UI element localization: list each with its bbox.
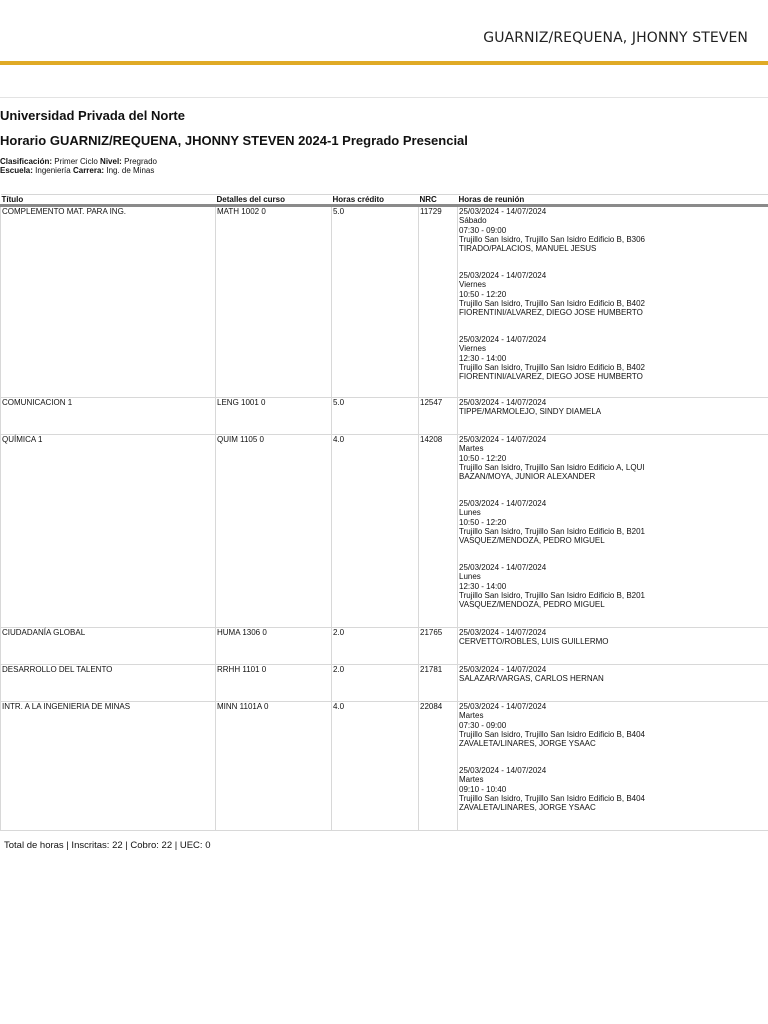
classification-line bbox=[0, 157, 157, 166]
course-details-cell: MATH 1002 0 bbox=[216, 206, 332, 398]
meeting-instructor: CERVETTO/ROBLES, LUIS GUILLERMO bbox=[459, 637, 609, 647]
meeting-dates: 25/03/2024 - 14/07/2024 bbox=[459, 563, 547, 573]
top-bar bbox=[0, 0, 768, 62]
course-details-cell: RRHH 1101 0 bbox=[216, 665, 332, 702]
total-hours-summary: Total de horas | Inscritas: 22 | Cobro: 22 | UEC: 0 bbox=[4, 840, 211, 851]
col-header-credits: Horas crédito bbox=[332, 195, 419, 206]
credit-hours-cell: 4.0 bbox=[332, 702, 419, 831]
school-label: Escuela: bbox=[0, 166, 33, 175]
meeting-hours-cell bbox=[458, 665, 768, 702]
meeting-location: Trujillo San Isidro, Trujillo San Isidro Edificio B, B306 bbox=[459, 234, 646, 244]
meeting-dates: 25/03/2024 - 14/07/2024 bbox=[459, 335, 547, 345]
level-label: Nivel: bbox=[100, 157, 122, 166]
course-details-cell: MINN 1101A 0 bbox=[216, 702, 332, 831]
meeting-block bbox=[459, 435, 768, 481]
nrc-cell: 14208 bbox=[419, 435, 458, 628]
meeting-time: 10:50 - 12:20 bbox=[459, 517, 507, 527]
schedule-table-body bbox=[1, 206, 768, 831]
meeting-hours-cell bbox=[458, 398, 768, 435]
meeting-instructor: VASQUEZ/MENDOZA, PEDRO MIGUEL bbox=[459, 536, 605, 546]
meeting-day: Lunes bbox=[459, 508, 481, 518]
meeting-block bbox=[459, 271, 768, 317]
meeting-dates: 25/03/2024 - 14/07/2024 bbox=[459, 271, 547, 281]
meeting-location: Trujillo San Isidro, Trujillo San Isidro Edificio A, LQUI bbox=[459, 462, 645, 472]
meeting-block bbox=[459, 766, 768, 812]
meeting-block bbox=[459, 702, 768, 748]
meeting-day: Lunes bbox=[459, 572, 481, 582]
credit-hours-cell: 2.0 bbox=[332, 665, 419, 702]
meeting-location: Trujillo San Isidro, Trujillo San Isidro Edificio B, B201 bbox=[459, 526, 646, 536]
course-title-cell: DESARROLLO DEL TALENTO bbox=[1, 665, 216, 702]
course-title-cell: COMPLEMENTO MAT. PARA ING. bbox=[1, 206, 216, 398]
meeting-day: Martes bbox=[459, 775, 484, 785]
meeting-time: 07:30 - 09:00 bbox=[459, 225, 507, 235]
meeting-instructor: TIPPE/MARMOLEJO, SINDY DIAMELA bbox=[459, 407, 602, 417]
schedule-table bbox=[0, 194, 768, 831]
meeting-dates: 25/03/2024 - 14/07/2024 bbox=[459, 628, 547, 638]
meeting-instructor: ZAVALETA/LINARES, JORGE YSAAC bbox=[459, 803, 596, 813]
meeting-dates: 25/03/2024 - 14/07/2024 bbox=[459, 207, 547, 217]
course-title-cell: COMUNICACION 1 bbox=[1, 398, 216, 435]
table-row bbox=[1, 665, 768, 702]
meeting-day: Viernes bbox=[459, 280, 486, 290]
meeting-instructor: SALAZAR/VARGAS, CARLOS HERNAN bbox=[459, 674, 604, 684]
level-value: Pregrado bbox=[124, 157, 157, 166]
meeting-block bbox=[459, 563, 768, 609]
table-header-row bbox=[1, 195, 768, 206]
school-line bbox=[0, 166, 154, 175]
col-header-title: Título bbox=[1, 195, 216, 206]
meeting-location: Trujillo San Isidro, Trujillo San Isidro Edificio B, B404 bbox=[459, 793, 646, 803]
meeting-location: Trujillo San Isidro, Trujillo San Isidro Edificio B, B402 bbox=[459, 362, 646, 372]
meeting-block bbox=[459, 628, 768, 646]
course-title-cell: INTR. A LA INGENIERIA DE MINAS bbox=[1, 702, 216, 831]
meeting-day: Martes bbox=[459, 444, 484, 454]
meeting-block bbox=[459, 335, 768, 381]
meeting-instructor: BAZAN/MOYA, JUNIOR ALEXANDER bbox=[459, 472, 596, 482]
nrc-cell: 11729 bbox=[419, 206, 458, 398]
meeting-hours-cell bbox=[458, 702, 768, 831]
school-value: Ingeniería bbox=[35, 166, 71, 175]
meeting-location: Trujillo San Isidro, Trujillo San Isidro Edificio B, B404 bbox=[459, 729, 646, 739]
meeting-block bbox=[459, 398, 768, 416]
meeting-time: 10:50 - 12:20 bbox=[459, 453, 507, 463]
meeting-hours-cell bbox=[458, 628, 768, 665]
course-details-cell: LENG 1001 0 bbox=[216, 398, 332, 435]
col-header-meetings: Horas de reunión bbox=[458, 195, 768, 206]
table-row bbox=[1, 702, 768, 831]
credit-hours-cell: 5.0 bbox=[332, 398, 419, 435]
career-label: Carrera: bbox=[72, 166, 105, 175]
meeting-dates: 25/03/2024 - 14/07/2024 bbox=[459, 398, 547, 408]
meeting-time: 10:50 - 12:20 bbox=[459, 289, 507, 299]
meeting-dates: 25/03/2024 - 14/07/2024 bbox=[459, 766, 547, 776]
meeting-location: Trujillo San Isidro, Trujillo San Isidro Edificio B, B201 bbox=[459, 590, 646, 600]
meeting-time: 12:30 - 14:00 bbox=[459, 581, 507, 591]
schedule-title: Horario GUARNIZ/REQUENA, JHONNY STEVEN 2024-1 Pregrado Presencial bbox=[0, 133, 468, 148]
meeting-dates: 25/03/2024 - 14/07/2024 bbox=[459, 499, 547, 509]
table-row bbox=[1, 628, 768, 665]
meeting-block bbox=[459, 665, 768, 683]
meeting-time: 07:30 - 09:00 bbox=[459, 720, 507, 730]
nrc-cell: 12547 bbox=[419, 398, 458, 435]
credit-hours-cell: 5.0 bbox=[332, 206, 419, 398]
meeting-instructor: VASQUEZ/MENDOZA, PEDRO MIGUEL bbox=[459, 600, 605, 610]
meeting-block bbox=[459, 207, 768, 253]
meeting-block bbox=[459, 499, 768, 545]
header-accent-rule bbox=[0, 61, 768, 65]
meeting-dates: 25/03/2024 - 14/07/2024 bbox=[459, 665, 547, 675]
meeting-dates: 25/03/2024 - 14/07/2024 bbox=[459, 435, 547, 445]
course-details-cell: HUMA 1306 0 bbox=[216, 628, 332, 665]
classification-value: Primer Ciclo bbox=[54, 157, 98, 166]
nrc-cell: 21781 bbox=[419, 665, 458, 702]
meeting-time: 09:10 - 10:40 bbox=[459, 784, 507, 794]
course-details-cell: QUIM 1105 0 bbox=[216, 435, 332, 628]
course-title-cell: CIUDADANÍA GLOBAL bbox=[1, 628, 216, 665]
credit-hours-cell: 2.0 bbox=[332, 628, 419, 665]
col-header-details: Detalles del curso bbox=[216, 195, 332, 206]
meeting-day: Martes bbox=[459, 711, 484, 721]
table-row bbox=[1, 435, 768, 628]
meeting-instructor: FIORENTINI/ALVAREZ, DIEGO JOSE HUMBERTO bbox=[459, 308, 643, 318]
nrc-cell: 22084 bbox=[419, 702, 458, 831]
meeting-hours-cell bbox=[458, 435, 768, 628]
meeting-instructor: FIORENTINI/ALVAREZ, DIEGO JOSE HUMBERTO bbox=[459, 372, 643, 382]
table-row bbox=[1, 398, 768, 435]
course-title-cell: QUÍMICA 1 bbox=[1, 435, 216, 628]
meeting-day: Viernes bbox=[459, 344, 486, 354]
header-divider bbox=[0, 97, 768, 98]
meeting-dates: 25/03/2024 - 14/07/2024 bbox=[459, 702, 547, 712]
meeting-instructor: TIRADO/PALACIOS, MANUEL JESUS bbox=[459, 244, 597, 254]
meeting-hours-cell bbox=[458, 206, 768, 398]
nrc-cell: 21765 bbox=[419, 628, 458, 665]
col-header-nrc: NRC bbox=[419, 195, 458, 206]
meeting-instructor: ZAVALETA/LINARES, JORGE YSAAC bbox=[459, 739, 596, 749]
meeting-day: Sábado bbox=[459, 216, 487, 226]
credit-hours-cell: 4.0 bbox=[332, 435, 419, 628]
meeting-time: 12:30 - 14:00 bbox=[459, 353, 507, 363]
classification-label: Clasificación: bbox=[0, 157, 53, 166]
table-row bbox=[1, 206, 768, 398]
university-name: Universidad Privada del Norte bbox=[0, 108, 185, 123]
career-value: Ing. de Minas bbox=[106, 166, 155, 175]
meeting-location: Trujillo San Isidro, Trujillo San Isidro Edificio B, B402 bbox=[459, 298, 646, 308]
user-name[interactable]: GUARNIZ/REQUENA, JHONNY STEVEN bbox=[483, 30, 748, 46]
